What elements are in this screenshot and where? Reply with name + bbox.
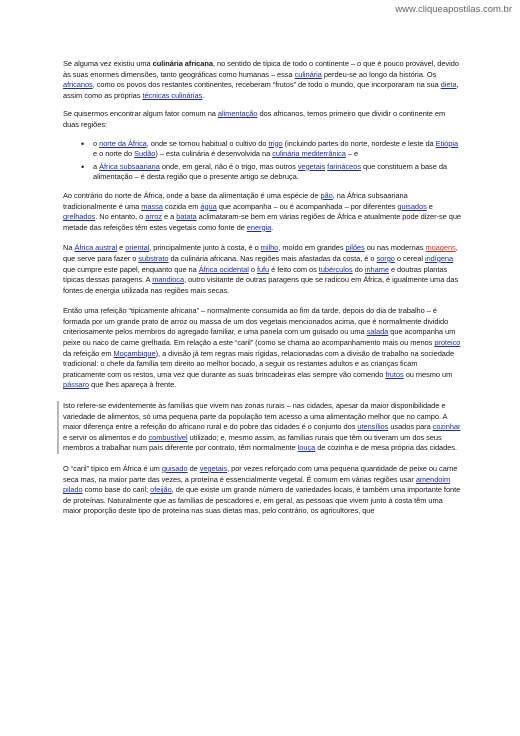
- link-africa-subsaariana[interactable]: África subsaariana: [99, 161, 160, 171]
- regions-list: [63, 139, 461, 183]
- text: , na África subsaariana tradicionalmente é uma: [63, 190, 408, 211]
- paragraph-cereals: [63, 243, 461, 296]
- text: que acompanha um peixe ou naco de carne grelhada. Em relação a este “caril” (como se chama ao acompanhamento mais ou menos: [63, 327, 456, 348]
- text: que acompanha – ou é acompanhada – por diferentes: [216, 201, 398, 211]
- link-africanos[interactable]: africanos: [63, 80, 93, 90]
- text: dos africanos, temos primeiro que dividir o continente em duas regiões:: [63, 109, 446, 129]
- link-tecnicas-culinarias[interactable]: técnicas culinárias: [142, 90, 203, 100]
- link-grelhados[interactable]: grelhados: [63, 212, 96, 222]
- link-vegetais[interactable]: vegetais: [297, 161, 326, 171]
- text: ), a divisão já tem regras mais rígidas, relacionadas com a divisão de trabalho na sociedade tradicional: o chefe da família tem direito ao melhor bocado, a seguir os restantes adultos e as crianças ficam praticamente com os restos, uma vez que durante as suas brincadeiras elas sempre vão comendo: [63, 348, 455, 379]
- link-substrato[interactable]: substrato: [138, 253, 169, 263]
- text: , assim como as próprias: [63, 80, 459, 100]
- site-url[interactable]: www.cliqueapostilas.com.br: [395, 4, 512, 15]
- text: de: [187, 464, 200, 473]
- link-agua[interactable]: água: [200, 201, 217, 211]
- link-utensilios[interactable]: utensílios: [357, 422, 389, 432]
- text: , moído em grandes: [278, 243, 346, 253]
- link-farinaceos[interactable]: farináceos: [327, 161, 361, 171]
- link-passaro[interactable]: pássaro: [63, 380, 90, 390]
- link-etiopia[interactable]: Etiópia: [435, 138, 459, 148]
- text: cozida em: [162, 201, 201, 211]
- text: .: [271, 222, 274, 232]
- text: Ao contrário do norte de África, onde a base da alimentação é uma espécie de: [63, 190, 321, 200]
- text: , como os povos dos restantes continentes, receberam “frutos” de todo o mundo, que incorporaram na sua: [92, 80, 441, 90]
- text: do: [352, 264, 365, 274]
- text: ou mesmo um: [403, 369, 453, 379]
- link-frutos[interactable]: frutos: [385, 369, 404, 379]
- link-mocambique[interactable]: Moçambique: [113, 348, 156, 358]
- link-salada[interactable]: salada: [366, 327, 389, 337]
- text: , principalmente junto à costa, é o: [149, 243, 261, 253]
- text: ou nas modernas: [364, 243, 426, 253]
- link-tuberculos[interactable]: tubérculos: [318, 264, 353, 274]
- text: utilizado; e, mesmo assim, as famílias rurais que têm ou tiveram um dos seus membros a trabalhar num país diferente por contrato, têm normalmente: [63, 432, 442, 453]
- text: Na: [63, 243, 75, 253]
- link-mandioca[interactable]: mandioca: [152, 275, 185, 285]
- link-louca[interactable]: louça: [297, 443, 316, 453]
- text: usados para: [388, 422, 433, 432]
- link-trigo[interactable]: trigo: [268, 138, 283, 148]
- link-amendoim-pilado[interactable]: amendoim pilado: [63, 474, 451, 495]
- text: que lhes apareça à frente.: [89, 380, 177, 390]
- text: e servir os alimentos e do: [63, 432, 149, 442]
- text: O “caril” típico em África é um: [63, 464, 162, 473]
- link-norte-da-africa[interactable]: norte da África: [99, 138, 147, 148]
- text: , outro visitante de outras paragens que se radicou em África, é igualmente uma das fontes de energia utilizada nas regiões mais secas.: [63, 275, 459, 295]
- text: Se alguma vez existiu uma: [63, 59, 153, 68]
- list-item-north: [93, 139, 461, 160]
- text: o cereal: [394, 253, 425, 263]
- text: onde, em geral, não é o trigo, mas outros: [159, 161, 298, 171]
- text: , onde se tornou habitual o cultivo do: [146, 138, 269, 148]
- text: , de que existe um grande número de variedades locais, é também uma importante fonte de proteínas. Naturalmente que as famílias de pescadores e, em geral, as pessoas que vivem junto à costa têm uma maior proporção deste tipo de proteína nas suas dietas mas, pelo contrário, os agricultores, que: [63, 485, 461, 516]
- link-massa[interactable]: massa: [141, 201, 163, 211]
- text: (incluindo partes do norte, nordeste e leste da: [282, 138, 436, 148]
- text: e: [426, 201, 433, 211]
- link-proteico[interactable]: proteico: [434, 338, 461, 348]
- paragraph-caril: [63, 464, 461, 517]
- text: e a: [161, 212, 177, 222]
- link-milho[interactable]: milho: [260, 243, 279, 253]
- text: perdeu-se ao longo da história. Os: [321, 69, 437, 79]
- text: Isto refere-se evidentemente às famílias que vivem nas zonas rurais – nas cidades, apesar da maior disponibilidade e variedade de alimentos, só uma pequena parte da população tem acesso a uma alimentação melhor que no campo. A maior diferença entre a refeição do africano rural e do pobre das cidades é o conjunto dos: [63, 401, 448, 432]
- link-piloes[interactable]: pilões: [345, 243, 365, 253]
- link-arroz[interactable]: arroz: [145, 212, 162, 222]
- list-item-subsaharan: [93, 162, 461, 183]
- link-dieta[interactable]: dieta: [440, 80, 457, 90]
- bold-term: culinária africana: [152, 59, 213, 68]
- text: que cumpre este papel, enquanto que na: [63, 264, 199, 274]
- text: , no sentido de típica de todo o continente – o que é pouco provável, devido às suas enormes dimensões, tanto geográficas como humanas – essa: [63, 59, 459, 79]
- link-pao[interactable]: pão: [320, 190, 333, 200]
- link-alimentacao[interactable]: alimentação: [217, 109, 258, 119]
- paragraph-regions-intro: [63, 109, 461, 130]
- text: aclimataram-se bem em várias regiões de África e atualmente pode dizer-se que metade das refeições têm estes vegetais como fonte de: [63, 212, 462, 232]
- text: – e: [345, 149, 359, 159]
- link-combustivel[interactable]: combustível: [148, 432, 188, 442]
- text: é feito com os: [269, 264, 319, 274]
- link-inhame[interactable]: inhame: [364, 264, 389, 274]
- text: Então uma refeição “tipicamente africana” – normalmente consumida ao fim da tarde, depois do dia de trabalho – é formada por um grande prato de arroz ou massa de um dos vegetais mencionados acima, que é normalmente dividido criteriosamente pelos membros do agregado familiar, e uma panela com um guisado ou uma: [63, 306, 449, 337]
- link-vegetais-2[interactable]: vegetais: [199, 464, 228, 473]
- link-batata[interactable]: batata: [176, 212, 197, 222]
- text: da culinária africana. Nas regiões mais afastadas da costa, é o: [168, 253, 377, 263]
- text: e doutras plantas típicas dessas paragens. A: [63, 264, 448, 285]
- text: ) – esta culinária é desenvolvida na: [155, 149, 273, 159]
- link-sorgo[interactable]: sorgo: [376, 253, 395, 263]
- link-energia[interactable]: energia: [246, 222, 272, 232]
- link-africa-austral[interactable]: África austral: [74, 243, 118, 253]
- paragraph-intro: [63, 59, 461, 101]
- text: .: [202, 90, 205, 100]
- link-guisado[interactable]: guisado: [161, 464, 188, 473]
- article-body: [63, 59, 461, 525]
- link-cozinhar[interactable]: cozinhar: [432, 422, 461, 432]
- link-guisados[interactable]: guisados: [397, 201, 427, 211]
- link-sudao[interactable]: Sudão: [134, 149, 156, 159]
- text: da refeição em: [63, 348, 114, 358]
- link-ofeijao[interactable]: ofeijão: [150, 485, 172, 495]
- text: e: [117, 243, 126, 253]
- text: que constituem a base da alimentação – é desta região que o presente artigo se debruça.: [93, 161, 447, 182]
- text: , por vezes reforçado com uma pequena quantidade de peixe ou carne seca mas, na maior parte das vezes, a proteína é essencialmente vegetal. É comum em várias regiões usar: [63, 464, 458, 484]
- text: , que serve para fazer o: [63, 243, 458, 263]
- text: Se quisermos encontrar algum fator comum na: [63, 109, 218, 119]
- text: o: [93, 138, 100, 148]
- paragraph-staples: [63, 191, 461, 233]
- link-fufu[interactable]: fufu: [256, 264, 270, 274]
- link-indigena[interactable]: indígena: [424, 253, 454, 263]
- text: a: [93, 161, 100, 171]
- link-culinaria-mediterranica[interactable]: culinária mediterrânica: [272, 149, 346, 159]
- link-culinaria[interactable]: culinária: [294, 69, 322, 79]
- text: de cozinha e de mesa própria das cidades.: [315, 443, 457, 453]
- text: e o norte do: [93, 149, 135, 159]
- paragraph-rural-urban: [57, 401, 461, 454]
- link-africa-ocidental[interactable]: África ocidental: [198, 264, 249, 274]
- text: . No entanto, o: [95, 212, 146, 222]
- link-moagens[interactable]: moagens: [425, 243, 456, 253]
- text: como base do caril;: [82, 485, 151, 495]
- link-oriental[interactable]: oriental: [125, 243, 150, 253]
- paragraph-typical-meal: [63, 306, 461, 391]
- text: o: [248, 264, 257, 274]
